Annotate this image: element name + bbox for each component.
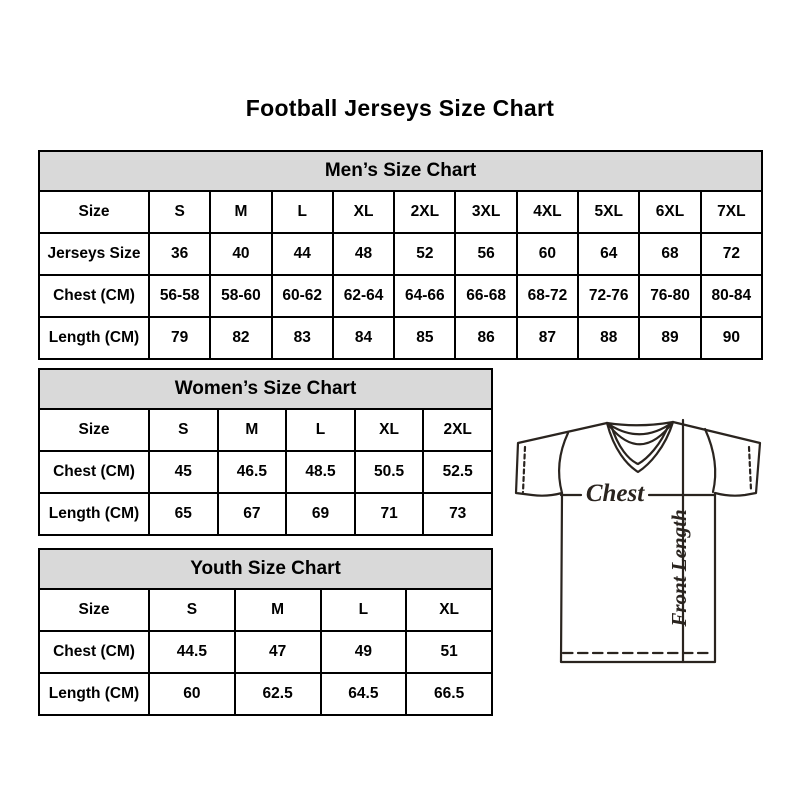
row-label-cell: Length (CM) bbox=[39, 317, 149, 359]
youth-size-chart-table bbox=[38, 548, 493, 716]
value-cell: 60-62 bbox=[272, 275, 333, 317]
value-cell: 48 bbox=[333, 233, 394, 275]
value-cell: 48.5 bbox=[286, 451, 355, 493]
table-row bbox=[39, 275, 762, 317]
row-label-cell: Jerseys Size bbox=[39, 233, 149, 275]
value-cell: 90 bbox=[701, 317, 762, 359]
value-cell: 4XL bbox=[517, 191, 578, 233]
value-cell: 83 bbox=[272, 317, 333, 359]
value-cell: 51 bbox=[406, 631, 492, 673]
table-row bbox=[39, 451, 492, 493]
row-label-cell: Chest (CM) bbox=[39, 451, 149, 493]
table-row bbox=[39, 631, 492, 673]
value-cell: S bbox=[149, 409, 218, 451]
value-cell: 62.5 bbox=[235, 673, 321, 715]
value-cell: 2XL bbox=[423, 409, 492, 451]
table-row bbox=[39, 191, 762, 233]
table-title: Women’s Size Chart bbox=[39, 369, 492, 409]
table-row bbox=[39, 409, 492, 451]
table-header-row bbox=[39, 369, 492, 409]
left-cuff-dash-line bbox=[523, 447, 525, 492]
value-cell: 56 bbox=[455, 233, 516, 275]
value-cell: 72-76 bbox=[578, 275, 639, 317]
table-row bbox=[39, 589, 492, 631]
womens-size-chart-table bbox=[38, 368, 493, 536]
value-cell: S bbox=[149, 191, 210, 233]
value-cell: 89 bbox=[639, 317, 700, 359]
value-cell: 64-66 bbox=[394, 275, 455, 317]
jersey-measurement-diagram bbox=[500, 400, 772, 672]
row-label-cell: Size bbox=[39, 191, 149, 233]
value-cell: 84 bbox=[333, 317, 394, 359]
table-header-row bbox=[39, 151, 762, 191]
value-cell: 72 bbox=[701, 233, 762, 275]
value-cell: 66.5 bbox=[406, 673, 492, 715]
value-cell: 64 bbox=[578, 233, 639, 275]
value-cell: 69 bbox=[286, 493, 355, 535]
value-cell: L bbox=[321, 589, 407, 631]
left-armhole-seam bbox=[559, 433, 568, 493]
value-cell: 52 bbox=[394, 233, 455, 275]
value-cell: 45 bbox=[149, 451, 218, 493]
table-header-row bbox=[39, 549, 492, 589]
value-cell: 6XL bbox=[639, 191, 700, 233]
value-cell: 60 bbox=[517, 233, 578, 275]
value-cell: 71 bbox=[355, 493, 424, 535]
mens-size-chart-table bbox=[38, 150, 763, 360]
value-cell: 7XL bbox=[701, 191, 762, 233]
value-cell: 68-72 bbox=[517, 275, 578, 317]
value-cell: 58-60 bbox=[210, 275, 271, 317]
row-label-cell: Length (CM) bbox=[39, 493, 149, 535]
table-row bbox=[39, 673, 492, 715]
value-cell: XL bbox=[406, 589, 492, 631]
value-cell: 62-64 bbox=[333, 275, 394, 317]
value-cell: M bbox=[235, 589, 321, 631]
value-cell: 65 bbox=[149, 493, 218, 535]
row-label-cell: Chest (CM) bbox=[39, 631, 149, 673]
right-armhole-seam bbox=[705, 429, 715, 492]
value-cell: XL bbox=[333, 191, 394, 233]
value-cell: M bbox=[218, 409, 287, 451]
table-row bbox=[39, 317, 762, 359]
value-cell: 44.5 bbox=[149, 631, 235, 673]
value-cell: 56-58 bbox=[149, 275, 210, 317]
value-cell: 3XL bbox=[455, 191, 516, 233]
value-cell: 67 bbox=[218, 493, 287, 535]
row-label-cell: Chest (CM) bbox=[39, 275, 149, 317]
value-cell: 44 bbox=[272, 233, 333, 275]
value-cell: XL bbox=[355, 409, 424, 451]
value-cell: 76-80 bbox=[639, 275, 700, 317]
value-cell: L bbox=[272, 191, 333, 233]
table-row bbox=[39, 233, 762, 275]
value-cell: 80-84 bbox=[701, 275, 762, 317]
front-length-label: Front Length bbox=[666, 509, 691, 627]
value-cell: S bbox=[149, 589, 235, 631]
value-cell: 79 bbox=[149, 317, 210, 359]
value-cell: 64.5 bbox=[321, 673, 407, 715]
page-title: Football Jerseys Size Chart bbox=[245, 95, 555, 121]
value-cell: 2XL bbox=[394, 191, 455, 233]
value-cell: 87 bbox=[517, 317, 578, 359]
value-cell: 66-68 bbox=[455, 275, 516, 317]
value-cell: 88 bbox=[578, 317, 639, 359]
value-cell: 40 bbox=[210, 233, 271, 275]
value-cell: 68 bbox=[639, 233, 700, 275]
row-label-cell: Size bbox=[39, 409, 149, 451]
chest-label: Chest bbox=[585, 480, 645, 507]
value-cell: 60 bbox=[149, 673, 235, 715]
value-cell: 46.5 bbox=[218, 451, 287, 493]
value-cell: M bbox=[210, 191, 271, 233]
value-cell: L bbox=[286, 409, 355, 451]
row-label-cell: Length (CM) bbox=[39, 673, 149, 715]
value-cell: 47 bbox=[235, 631, 321, 673]
value-cell: 85 bbox=[394, 317, 455, 359]
value-cell: 86 bbox=[455, 317, 516, 359]
value-cell: 82 bbox=[210, 317, 271, 359]
value-cell: 36 bbox=[149, 233, 210, 275]
row-label-cell: Size bbox=[39, 589, 149, 631]
value-cell: 5XL bbox=[578, 191, 639, 233]
table-row bbox=[39, 493, 492, 535]
table-title: Men’s Size Chart bbox=[39, 151, 762, 191]
value-cell: 50.5 bbox=[355, 451, 424, 493]
value-cell: 49 bbox=[321, 631, 407, 673]
table-title: Youth Size Chart bbox=[39, 549, 492, 589]
right-cuff-dash-line bbox=[749, 447, 751, 490]
value-cell: 73 bbox=[423, 493, 492, 535]
jersey-outline bbox=[516, 422, 760, 662]
value-cell: 52.5 bbox=[423, 451, 492, 493]
